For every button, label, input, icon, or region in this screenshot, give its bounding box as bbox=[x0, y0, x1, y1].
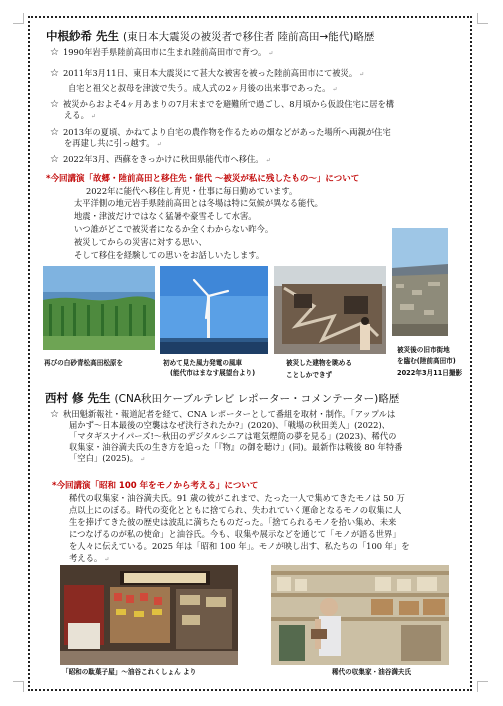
talk-line: いつ誰がどこで被災者になるか全くわからない昨今。 bbox=[74, 224, 274, 234]
section1-title-sub: (東日本大震災の被災者で移住者 陸前高田→能代)略歴 bbox=[123, 31, 375, 43]
talk-line: 考える。 ↵ bbox=[69, 553, 110, 563]
section1-heading bbox=[46, 28, 374, 44]
talk-line: そして移住を経験しての思いをお話しいたします。 bbox=[74, 250, 265, 260]
talk-line: 点以上にのぼる。時代の変化とともに捨てられ、失われていく運命となるモノの収集に人 bbox=[69, 505, 402, 515]
star-icon: ☆ bbox=[50, 154, 59, 165]
star-icon: ☆ bbox=[50, 99, 59, 110]
caption-photo1: 再びの白砂青松高田松原を bbox=[44, 359, 124, 367]
bio-bullet: ☆ 2013年の夏頃、かねてより自宅の農作物を作るための畑などがあった場所へ両親が住宅 bbox=[50, 127, 391, 138]
return-icon: ↵ bbox=[104, 556, 110, 563]
bio-line: 「マタギスナイパーズ!～秋田のデジタルシニアは電気煙筒の夢を見る」(2023)、稀代の bbox=[69, 431, 397, 441]
photo-collector-yutani bbox=[271, 565, 449, 665]
return-icon: ↵ bbox=[332, 86, 338, 93]
return-icon: ↵ bbox=[90, 113, 96, 120]
bio-line: 自宅と祖父と叔母を津波で失う。成人式の2ヶ月後の出来事であった。 ↵ bbox=[68, 83, 338, 93]
talk-line: 地震・津波だけではなく猛暑や豪雪そして水害。 bbox=[74, 211, 257, 221]
bio-bullet: ☆ 1990年岩手県陸前高田市に生まれ陸前高田市で育つ。 ↵ bbox=[50, 47, 274, 58]
talk-title: *今回講演「故郷・陸前高田と移住先・能代 ～被災が私に残したもの～」について bbox=[46, 174, 360, 184]
bio-line: 届かず～日本最後の空襲はなぜ決行されたか?」(2020)、「戦場の秋田美人」(2022)、 bbox=[69, 420, 390, 430]
talk-title: *今回講演「昭和 100 年をモノから考える」について bbox=[52, 481, 259, 491]
return-icon: ↵ bbox=[140, 456, 146, 463]
caption-photo4-line1: 被災後の旧市街地 bbox=[397, 346, 450, 354]
section2-title-sub: (CNA秋田ケーブルテレビ レポーター・コメンテーター)略歴 bbox=[114, 393, 400, 405]
return-icon: ↵ bbox=[359, 71, 365, 78]
photo-damaged-building bbox=[274, 266, 386, 354]
corner-mark bbox=[477, 681, 488, 692]
star-icon: ☆ bbox=[50, 127, 59, 138]
bio-line: 「空白」(2025)。 ↵ bbox=[69, 453, 146, 463]
corner-mark bbox=[13, 13, 24, 24]
talk-line: 太平洋側の地元岩手県陸前高田とは冬場は特に気候が異なる能代。 bbox=[74, 198, 323, 208]
return-icon: ↵ bbox=[265, 157, 271, 164]
talk-line: 被災してからの災害に対する思い、 bbox=[74, 237, 207, 247]
section2-title: 西村 修 先生 bbox=[45, 391, 111, 405]
bio-line: える。 ↵ bbox=[64, 110, 96, 120]
photo-takata-matsubara bbox=[43, 266, 155, 350]
corner-mark bbox=[477, 13, 488, 24]
return-icon: ↵ bbox=[156, 141, 162, 148]
star-icon: ☆ bbox=[50, 68, 59, 79]
talk-line: 生を捧げてきた彼の歴史は波乱に満ちたものだった。「捨てられるモノを拾い集め、未来 bbox=[69, 517, 397, 527]
caption-photo2-line1: 初めて見た風力発電の風車 bbox=[163, 359, 243, 367]
caption-photo4-line3: 2022年3月11日撮影 bbox=[397, 369, 463, 377]
talk-line: につなげるのが私の使命」と油谷氏。今も、収集や展示などを通じて「モノが語る世界」 bbox=[69, 529, 401, 539]
bio-bullet: ☆ 被災からおよそ4ヶ月あまりの7月末までを避難所で過ごし、8月頃から仮設住宅に居を構 bbox=[50, 99, 395, 110]
bio-line: 収集家・油谷満夫氏の生き方を追った「『物』の御を聴け」(同)。最新作は戦後 80 年特番 bbox=[69, 442, 403, 452]
bio-line: を再建し共に引っ越す。 ↵ bbox=[64, 138, 162, 148]
caption-photo3-line2: ことしかできず bbox=[286, 371, 333, 379]
bio-bullet: ☆ 秋田魁新報社・報道記者を経て、CNA レポーターとして番組を取材・制作。「アップルは bbox=[50, 409, 396, 420]
star-icon: ☆ bbox=[50, 47, 59, 58]
photo-wind-turbine bbox=[160, 266, 268, 354]
talk-line: を人々に伝えている。2025 年は「昭和 100 年」。モノが映し出す、私たちの「100 年」を bbox=[69, 541, 410, 551]
return-icon: ↵ bbox=[268, 50, 274, 57]
bio-bullet: ☆ 2022年3月、西蘇をきっかけに秋田県能代市へ移住。 ↵ bbox=[50, 154, 271, 165]
talk-line: 稀代の収集家・油谷満夫氏。91 歳の彼がこれまで、たった一人で集めてきたモノは 50 万 bbox=[69, 493, 405, 503]
section1-title: 中根紗希 先生 bbox=[46, 29, 120, 43]
bio-bullet: ☆ 2011年3月11日、東日本大震災にて甚大な被害を被った陸前高田市にて被災。 ↵ bbox=[50, 68, 365, 79]
star-icon: ☆ bbox=[50, 409, 59, 420]
caption-photo2-line2: (能代市はまなす展望台より) bbox=[170, 369, 256, 377]
section2-heading bbox=[45, 390, 399, 406]
caption-dagashiya: 「昭和の駄菓子屋」～油谷これくしょん より bbox=[62, 668, 197, 676]
photo-old-town bbox=[392, 228, 448, 336]
caption-photo4-line2: を臨む(陸前高田市) bbox=[397, 357, 456, 365]
corner-mark bbox=[13, 681, 24, 692]
talk-line: 2022年に能代へ移住し育児・仕事に毎日勤めています。 bbox=[86, 186, 298, 196]
caption-photo3-line1: 被災した建物を眺める bbox=[286, 359, 352, 367]
photo-showa-dagashiya bbox=[60, 565, 238, 665]
caption-collector: 稀代の収集家・油谷満夫氏 bbox=[332, 668, 412, 676]
